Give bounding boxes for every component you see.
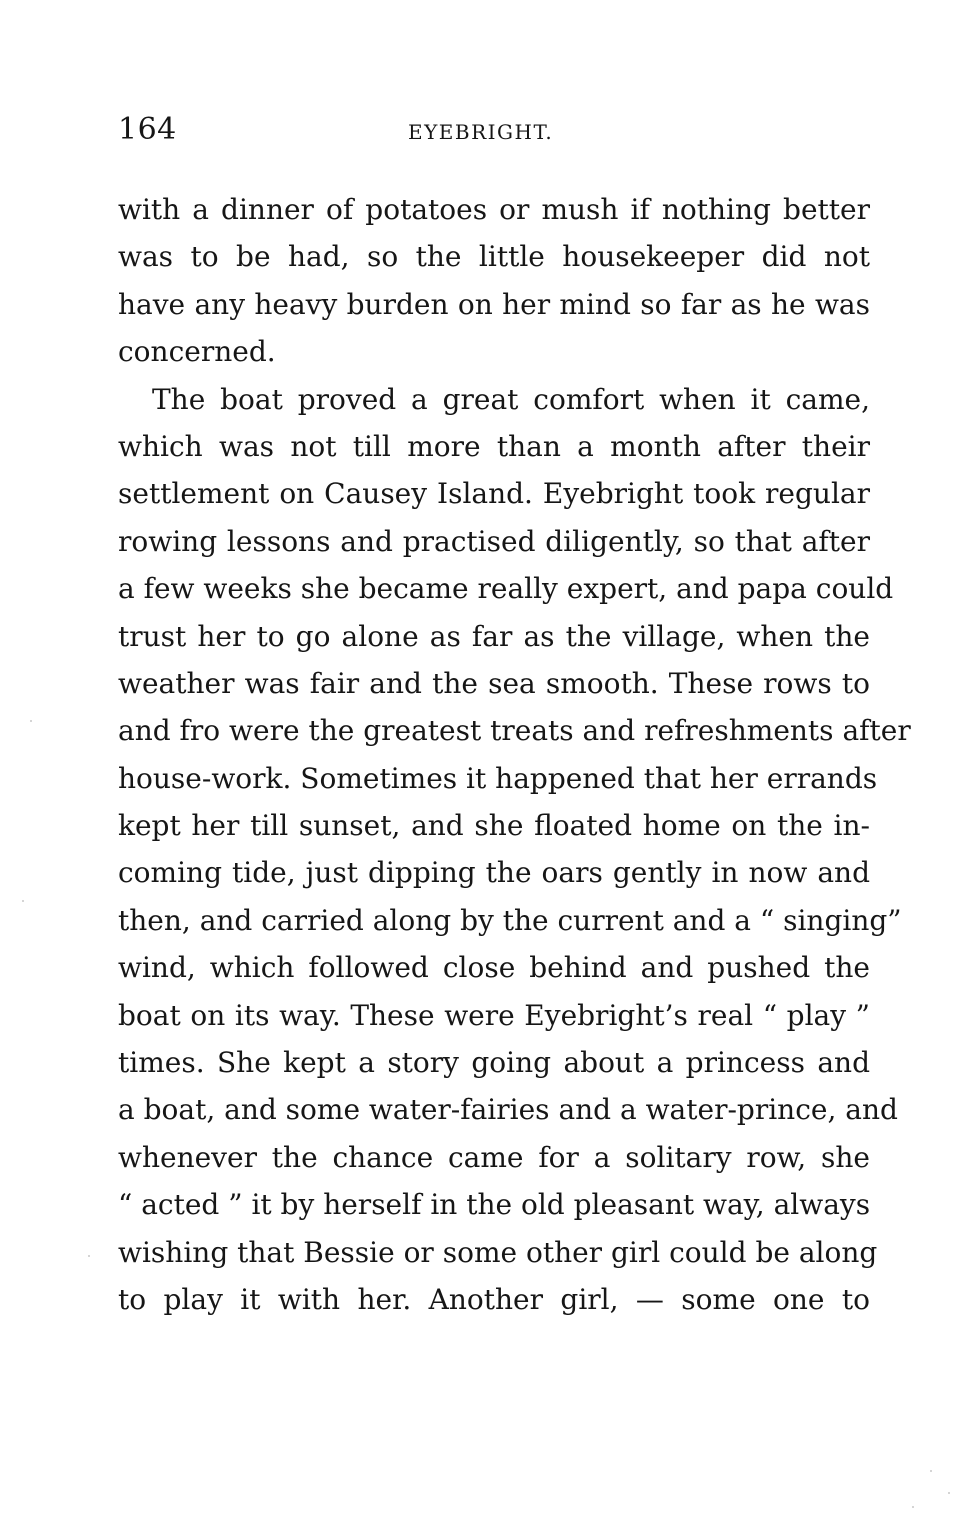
- text-line: was to be had, so the little housekeeper did not: [118, 240, 870, 274]
- text-line: boat on its way. These were Eyebright’s real “ play ”: [118, 998, 870, 1032]
- text-line: whenever the chance came for a solitary row, she: [118, 1140, 870, 1174]
- scan-speck: [88, 1255, 90, 1257]
- text-line: weather was fair and the sea smooth. These rows to: [118, 666, 870, 700]
- text-line: trust her to go alone as far as the village, when the: [118, 619, 870, 653]
- page-header: [118, 112, 870, 148]
- body-text: [118, 186, 911, 1323]
- text-line: times. She kept a story going about a princess and: [118, 1046, 870, 1080]
- text-line: kept her till sunset, and she floated home on the in-: [118, 809, 870, 843]
- text-line: to play it with her. Another girl, — some one to: [118, 1282, 870, 1316]
- running-head: EYEBRIGHT.: [408, 120, 554, 144]
- text-line: coming tide, just dipping the oars gently in now and: [118, 856, 870, 890]
- scan-speck: [912, 1506, 914, 1508]
- scan-speck: [948, 1492, 950, 1494]
- text-line: The boat proved a great comfort when it came,: [152, 382, 870, 416]
- text-line: and fro were the greatest treats and refreshments after: [118, 714, 911, 748]
- text-line: wind, which followed close behind and pushed the: [118, 951, 870, 985]
- text-line: a few weeks she became really expert, and papa could: [118, 572, 894, 606]
- text-line: which was not till more than a month after their: [118, 429, 870, 463]
- text-line: concerned.: [118, 335, 276, 369]
- text-line: with a dinner of potatoes or mush if nothing better: [118, 193, 870, 226]
- text-line: rowing lessons and practised diligently, so that after: [118, 524, 870, 558]
- text-line: “ acted ” it by herself in the old pleasant way, always: [118, 1188, 871, 1222]
- text-line: then, and carried along by the current and a “ singing”: [118, 903, 902, 937]
- text-line: a boat, and some water-fairies and a water-prince, and: [118, 1093, 898, 1127]
- text-line: settlement on Causey Island. Eyebright took regular: [118, 477, 870, 511]
- text-line: have any heavy burden on her mind so far as he was: [118, 287, 870, 321]
- scan-speck: [22, 900, 24, 902]
- text-line: house-work. Sometimes it happened that her errands: [118, 761, 878, 795]
- scan-speck: [930, 1470, 932, 1472]
- page-number: 164: [118, 112, 177, 147]
- scan-speck: [30, 720, 32, 722]
- text-line: wishing that Bessie or some other girl could be along: [118, 1235, 878, 1269]
